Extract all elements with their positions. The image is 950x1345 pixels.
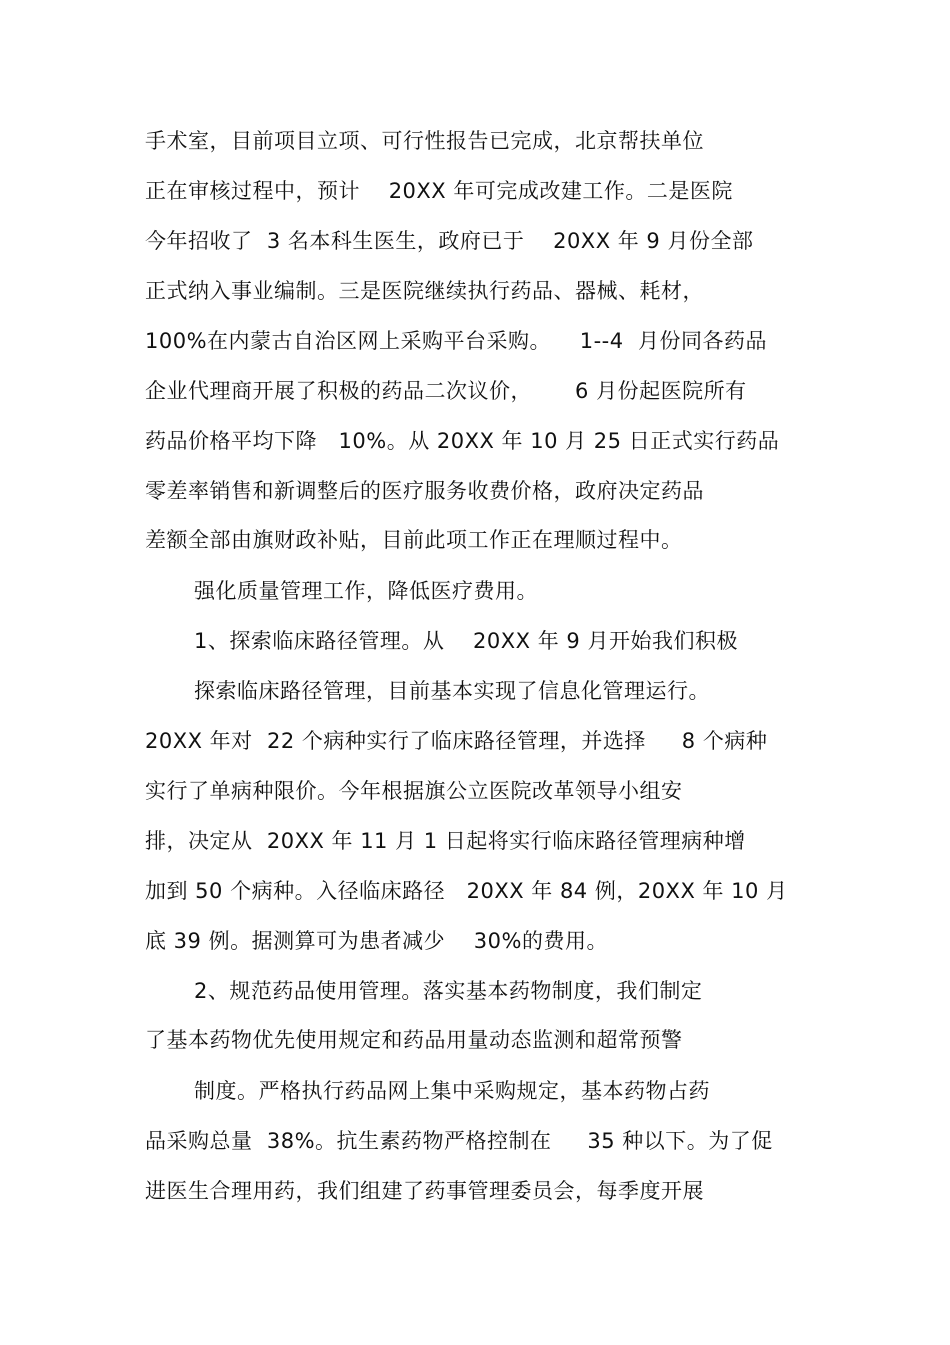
text-line: 了基本药物优先使用规定和药品用量动态监测和超常预警 bbox=[145, 1028, 683, 1052]
text-line: 手术室，目前项目立项、可行性报告已完成，北京帮扶单位 bbox=[145, 129, 704, 153]
text-line: 进医生合理用药，我们组建了药事管理委员会，每季度开展 bbox=[145, 1179, 704, 1203]
text-line: 实行了单病种限价。今年根据旗公立医院改革领导小组安 bbox=[145, 779, 683, 803]
text-line: 100%在内蒙古自治区网上采购平台采购。 1--4 月份同各药品 bbox=[145, 329, 767, 353]
text-line: 20XX 年对 22 个病种实行了临床路径管理，并选择 8 个病种 bbox=[145, 729, 768, 753]
text-line: 企业代理商开展了积极的药品二次议价， 6 月份起医院所有 bbox=[145, 379, 747, 403]
text-line: 2、规范药品使用管理。落实基本药物制度，我们制定 bbox=[194, 979, 703, 1003]
text-line: 药品价格平均下降 10%。从 20XX 年 10 月 25 日正式实行药品 bbox=[145, 429, 780, 453]
text-line: 今年招收了 3 名本科生医生，政府已于 20XX 年 9 月份全部 bbox=[145, 229, 754, 253]
text-line: 加到 50 个病种。入径临床路径 20XX 年 84 例，20XX 年 10 月 bbox=[145, 879, 788, 903]
text-line: 正在审核过程中，预计 20XX 年可完成改建工作。二是医院 bbox=[145, 179, 733, 203]
text-line: 底 39 例。据测算可为患者减少 30%的费用。 bbox=[145, 929, 608, 953]
text-line: 1、探索临床路径管理。从 20XX 年 9 月开始我们积极 bbox=[194, 629, 738, 653]
text-line: 探索临床路径管理，目前基本实现了信息化管理运行。 bbox=[194, 679, 710, 703]
text-line: 排，决定从 20XX 年 11 月 1 日起将实行临床路径管理病种增 bbox=[145, 829, 746, 853]
text-line: 制度。严格执行药品网上集中采购规定，基本药物占药 bbox=[194, 1079, 710, 1103]
text-line: 正式纳入事业编制。三是医院继续执行药品、器械、耗材， bbox=[145, 279, 704, 303]
section-heading: 强化质量管理工作，降低医疗费用。 bbox=[194, 579, 538, 603]
text-line: 零差率销售和新调整后的医疗服务收费价格，政府决定药品 bbox=[145, 479, 704, 503]
text-line: 差额全部由旗财政补贴，目前此项工作正在理顺过程中。 bbox=[145, 528, 683, 552]
text-line: 品采购总量 38%。抗生素药物严格控制在 35 种以下。为了促 bbox=[145, 1129, 773, 1153]
